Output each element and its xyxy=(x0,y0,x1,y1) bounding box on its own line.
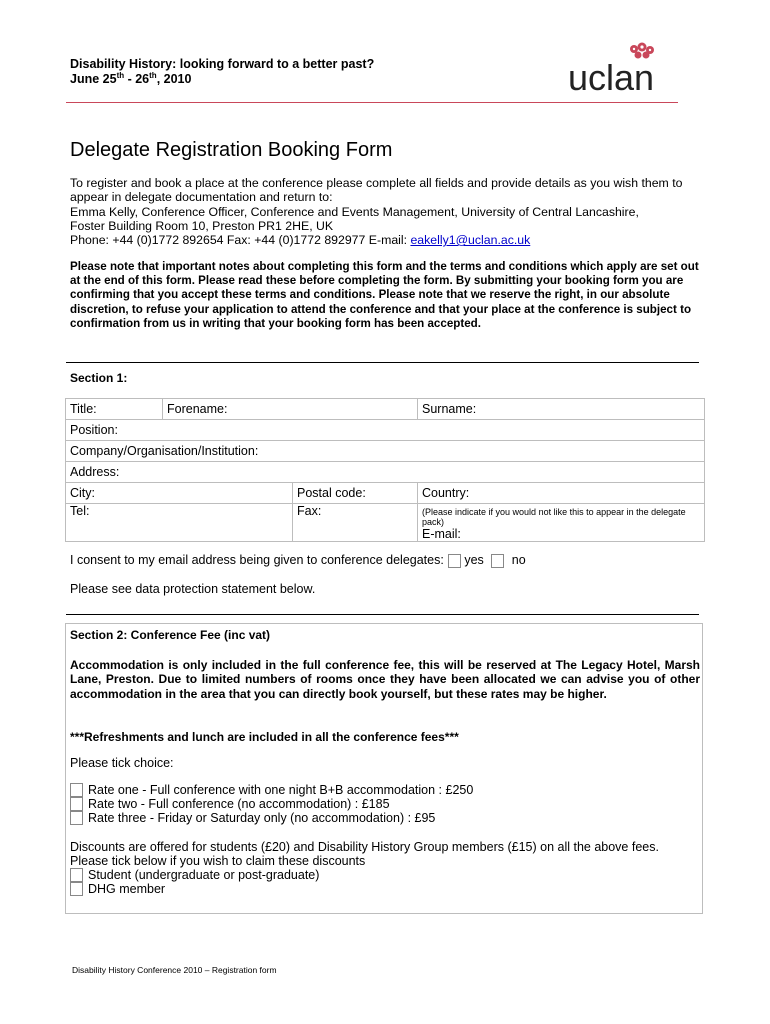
rate-option: Rate one - Full conference with one night B+B accommodation : £250 xyxy=(70,783,473,797)
discounts-block xyxy=(70,840,710,896)
surname-field[interactable]: Surname: xyxy=(418,399,705,420)
section1-table xyxy=(65,398,705,542)
address-field[interactable]: Address: xyxy=(66,462,705,483)
rate-three-checkbox[interactable] xyxy=(70,811,83,825)
intro-paragraph: To register and book a place at the conference please complete all fields and provide details as you wish them to appear in delegate documentation and return to: xyxy=(70,176,683,205)
position-field[interactable]: Position: xyxy=(66,420,705,441)
accommodation-note: Accommodation is only included in the full conference fee, this will be reserved at The Legacy Hotel, Marsh Lane, Preston. Due to limited numbers of rooms once they have been allocated we can advise you of other accommodation in the area that you can directly book yourself, but these rates may be higher. xyxy=(70,658,700,701)
contact-name-line: Emma Kelly, Conference Officer, Conference and Events Management, University of Central Lancashire, xyxy=(70,204,639,219)
dhg-member-checkbox[interactable] xyxy=(70,882,83,896)
section1-heading: Section 1: xyxy=(70,371,128,385)
rate-one-checkbox[interactable] xyxy=(70,783,83,797)
consent-yes-label: yes xyxy=(464,553,484,567)
email-consent: I consent to my email address being given to conference delegates: yes no xyxy=(70,553,526,567)
form-title: Delegate Registration Booking Form xyxy=(70,139,393,161)
conference-title: Disability History: looking forward to a better past? xyxy=(70,57,375,71)
section-divider xyxy=(66,362,699,363)
page-footer: Disability History Conference 2010 – Registration form xyxy=(72,965,277,975)
header-divider xyxy=(66,102,678,103)
section2-heading: Section 2: Conference Fee (inc vat) xyxy=(70,628,271,642)
email-note: (Please indicate if you would not like this to appear in the delegate pack) xyxy=(422,507,686,527)
fax-field[interactable]: Fax: xyxy=(293,504,418,542)
company-field[interactable]: Company/Organisation/Institution: xyxy=(66,441,705,462)
discount-instruction: Please tick below if you wish to claim these discounts xyxy=(70,854,366,868)
logo-text: uclan xyxy=(568,57,655,96)
discount-option: DHG member xyxy=(70,882,710,896)
rate-two-checkbox[interactable] xyxy=(70,797,83,811)
section-divider xyxy=(66,614,699,615)
important-note: Please note that important notes about completing this form and the terms and conditions which apply are set out at the end of this form. Please read these before completing the form. By submitting your booking form you are confirming that you accept these terms and conditions. Please note that we reserve the right, in our absolute discretion, to refuse your application to attend the conference and that your place at the conference is subject to confirmation from us in writing that your booking form has been accepted. xyxy=(70,260,699,330)
rate-option: Rate three - Friday or Saturday only (no accommodation) : £95 xyxy=(70,811,473,825)
rate-options xyxy=(70,783,473,825)
intro-text xyxy=(70,176,720,247)
student-checkbox[interactable] xyxy=(70,868,83,882)
postal-code-field[interactable]: Postal code: xyxy=(293,483,418,504)
refreshments-note: ***Refreshments and lunch are included in all the conference fees*** xyxy=(70,730,459,744)
contact-address-line: Foster Building Room 10, Preston PR1 2HE, UK xyxy=(70,218,334,233)
consent-yes-checkbox[interactable] xyxy=(448,554,461,568)
tick-choice-label: Please tick choice: xyxy=(70,756,174,770)
city-field[interactable]: City: xyxy=(66,483,293,504)
title-field[interactable]: Title: xyxy=(66,399,163,420)
tel-field[interactable]: Tel: xyxy=(66,504,293,542)
uclan-logo xyxy=(566,40,676,96)
data-protection-note: Please see data protection statement below. xyxy=(70,582,316,596)
discount-option: Student (undergraduate or post-graduate) xyxy=(70,868,710,882)
forename-field[interactable]: Forename: xyxy=(163,399,418,420)
rate-option: Rate two - Full conference (no accommodation) : £185 xyxy=(70,797,473,811)
email-field[interactable] xyxy=(418,504,705,542)
country-field[interactable]: Country: xyxy=(418,483,705,504)
email-label: E-mail: xyxy=(422,527,461,541)
discount-info: Discounts are offered for students (£20) and Disability History Group members (£15) on all the above fees. xyxy=(70,840,659,854)
conference-header xyxy=(70,57,374,87)
consent-no-label: no xyxy=(511,553,526,567)
conference-date: June 25th - 26th, 2010 xyxy=(70,70,192,86)
contact-phone-line: Phone: +44 (0)1772 892654 Fax: +44 (0)1772 892977 E-mail: eakelly1@uclan.ac.uk xyxy=(70,233,531,248)
consent-no-checkbox[interactable] xyxy=(491,554,504,568)
contact-email-link[interactable]: eakelly1@uclan.ac.uk xyxy=(410,233,531,248)
